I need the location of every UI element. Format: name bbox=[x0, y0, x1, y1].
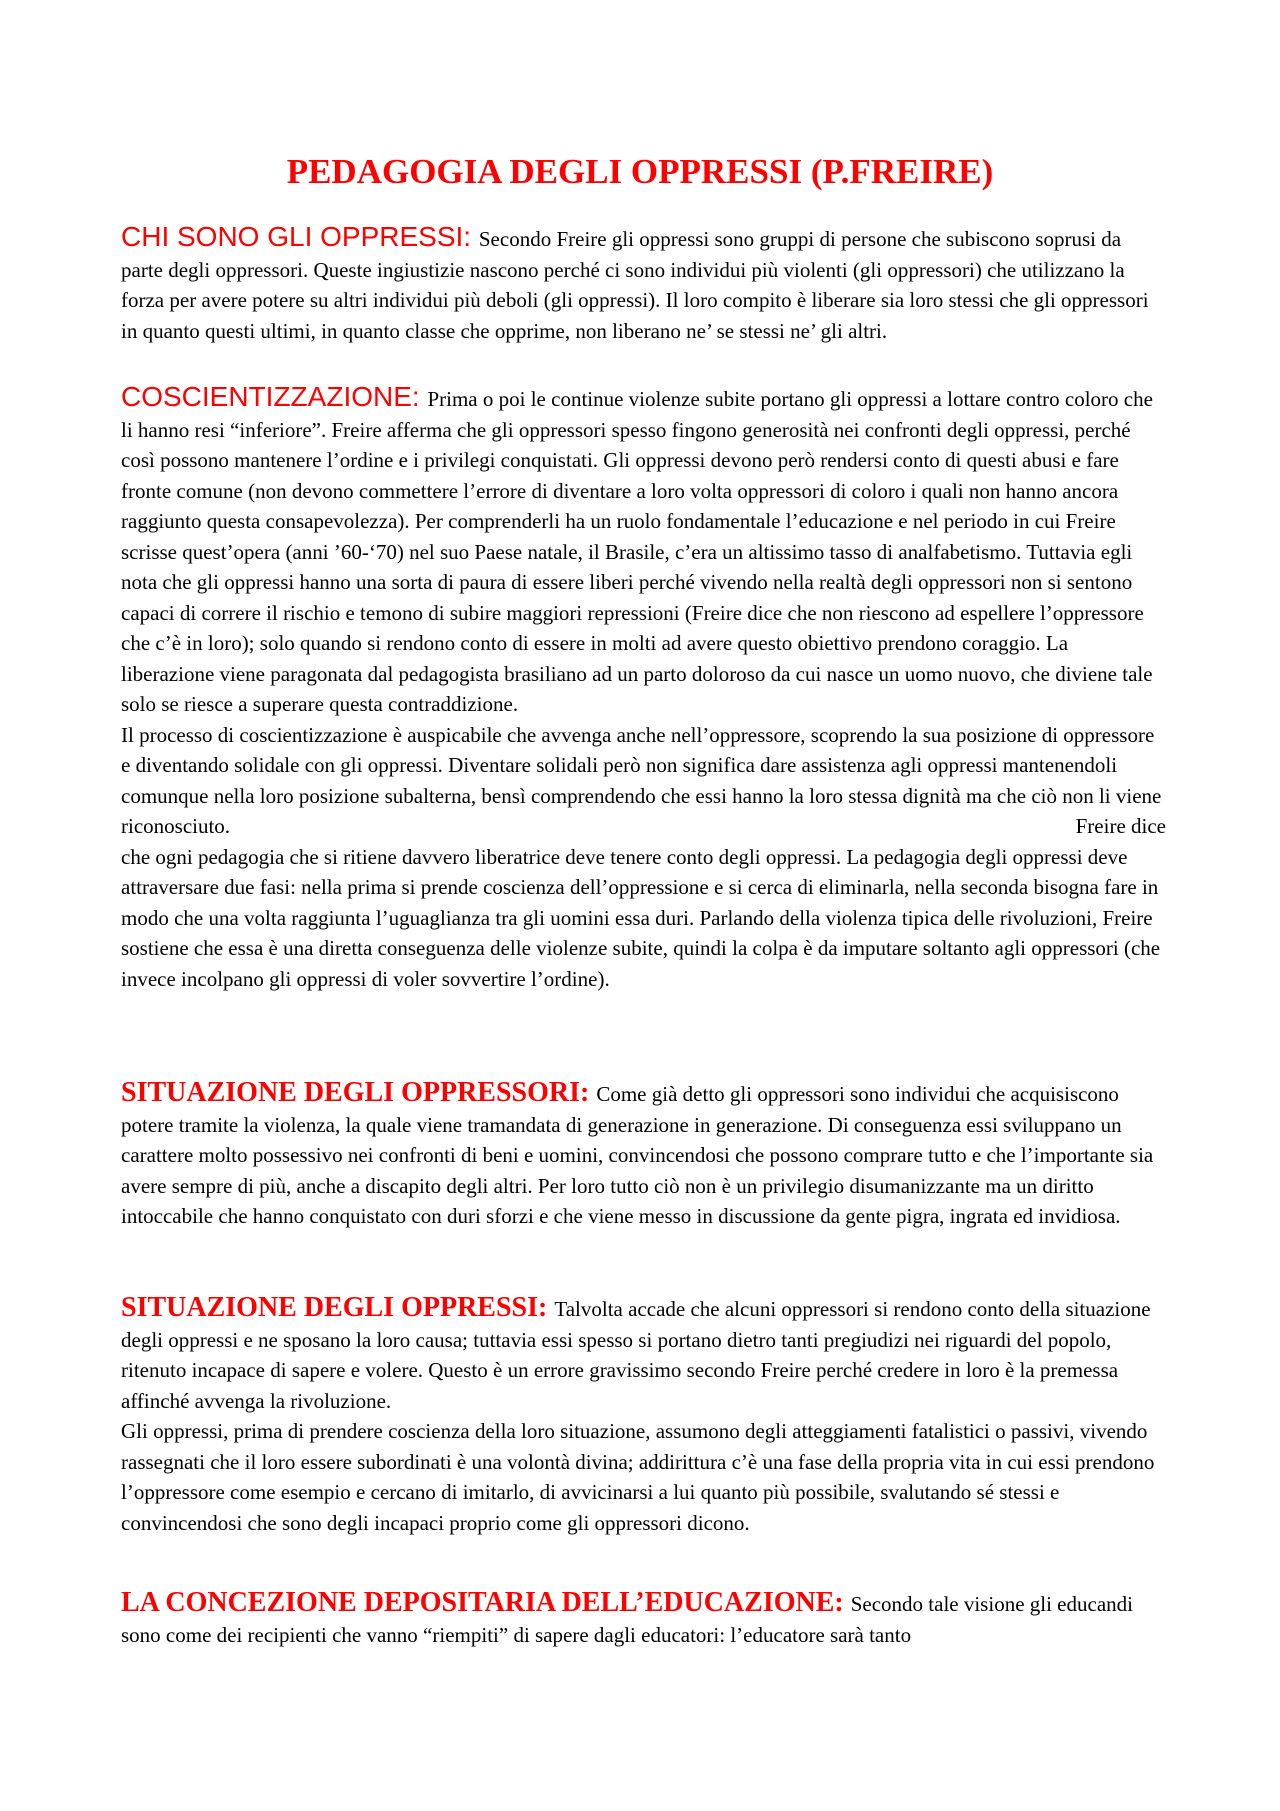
section-heading: COSCIENTIZZAZIONE: bbox=[121, 381, 428, 412]
section-paragraph: Come già detto gli oppressori sono individui che acquisiscono potere tramite la violenza, la quale viene tramandata di generazione in generazione. Di conseguenza essi sviluppano un carattere molto possessivo nei confronti di beni e uomini, convincendosi che possono comprare tutto e che l’importante sia avere sempre di più, anche a discapito degli altri. Per loro tutto ciò non è un privilegio disumanizzante ma un diritto intoccabile che hanno conquistato con duri sforzi e che viene messo in discussione da gente pigra, ingrata ed invidiosa. bbox=[121, 1082, 1154, 1228]
section-situazione-degli-oppressori bbox=[121, 1078, 1166, 1232]
paragraph-continuation: Freire dice bbox=[1075, 814, 1166, 838]
section-paragraph: Secondo Freire gli oppressi sono gruppi di persone che subiscono soprusi da parte degli oppressori. Queste ingiustizie nascono perché ci sono individui più violenti (gli oppressori) che utilizzano la forza per avere potere su altri individui più deboli (gli oppressi). Il loro compito è liberare sia loro stessi che gli oppressori in quanto questi ultimi, in quanto classe che opprime, non liberano ne’ se stessi ne’ gli altri. bbox=[121, 227, 1149, 343]
section-paragraph: Secondo tale visione gli educandi sono come dei recipienti che vanno “riempiti” di sapere dagli educatori: l’educatore sarà tanto bbox=[121, 1592, 1133, 1647]
section-heading: SITUAZIONE DEGLI OPPRESSORI: bbox=[121, 1077, 597, 1108]
section-heading: LA CONCEZIONE DEPOSITARIA DELL’EDUCAZIONE: bbox=[121, 1587, 851, 1618]
section-paragraph: Talvolta accade che alcuni oppressori si rendono conto della situazione degli oppressi e ne sposano la loro causa; tuttavia essi spesso si portano dietro tanti pregiudizi nei riguardi del popolo, ritenuto incapace di sapere e volere. Questo è un errore gravissimo secondo Freire perché credere in loro è la premessa affinché avvenga la rivoluzione. bbox=[121, 1297, 1151, 1413]
section-paragraph bbox=[121, 720, 1166, 842]
section-heading: CHI SONO GLI OPPRESSI: bbox=[121, 221, 479, 252]
paragraph-text: Il processo di coscientizzazione è auspicabile che avvenga anche nell’oppressore, scoprendo la sua posizione di oppressore e diventando solidale con gli oppressi. Diventare solidali però non significa dare assistenza agli oppressi mantenendoli comunque nella loro posizione subalterna, bensì comprendendo che essi hanno la loro stessa dignità ma che ciò non li viene riconosciuto. bbox=[121, 722, 1162, 838]
section-concezione-depositaria bbox=[121, 1588, 1166, 1650]
section-chi-sono-gli-oppressi bbox=[121, 222, 1166, 346]
document-title: PEDAGOGIA DEGLI OPPRESSI (P.FREIRE) bbox=[286, 152, 994, 191]
section-situazione-degli-oppressi bbox=[121, 1293, 1166, 1538]
section-paragraph: Prima o poi le continue violenze subite portano gli oppressi a lottare contro coloro che li hanno resi “inferiore”. Freire afferma che gli oppressori spesso fingono generosità nei confronti degli oppressi, perché così possono mantenere l’ordine e i privilegi conquistati. Gli oppressi devono però rendersi conto di questi abusi e fare fronte comune (non devono commettere l’errore di diventare a loro volta oppressori di coloro i quali non hanno ancora raggiunto questa consapevolezza). Per comprenderli ha un ruolo fondamentale l’educazione e nel periodo in cui Freire scrisse quest’opera (anni ’60-‘70) nel suo Paese natale, il Brasile, c’era un altissimo tasso di analfabetismo. Tuttavia egli nota che gli oppressi hanno una sorta di paura di essere liberi perché vivendo nella realtà degli oppressori non si sentono capaci di correre il rischio e temono di subire maggiori repressioni (Freire dice che non riescono ad espellere l’oppressore che c’è in loro); solo quando si rendono conto di essere in molti ad avere questo obiettivo prendono coraggio. La liberazione viene paragonata dal pedagogista brasiliano ad un parto doloroso da cui nasce un uomo nuovo, che diviene tale solo se riesce a superare questa contraddizione. bbox=[121, 387, 1153, 716]
section-paragraph: Gli oppressi, prima di prendere coscienza della loro situazione, assumono degli atteggiamenti fatalistici o passivi, vivendo rassegnati che il loro essere subordinati è una volontà divina; addirittura c’è una fase della propria vita in cui essi prendono l’oppressore come esempio e cercano di imitarlo, di avvicinarsi a lui quanto più possibile, svalutando sé stessi e convincendosi che sono degli incapaci proprio come gli oppressori dicono. bbox=[121, 1419, 1155, 1535]
section-paragraph: che ogni pedagogia che si ritiene davvero liberatrice deve tenere conto degli oppressi. La pedagogia degli oppressi deve attraversare due fasi: nella prima si prende coscienza dell’oppressione e si cerca di eliminarla, nella seconda bisogna fare in modo che una volta raggiunta l’uguaglianza tra gli uomini essa duri. Parlando della violenza tipica delle rivoluzioni, Freire sostiene che essa è una diretta conseguenza delle violenze subite, quindi la colpa è da imputare soltanto agli oppressori (che invece incolpano gli oppressi di voler sovvertire l’ordine). bbox=[121, 844, 1161, 991]
section-heading: SITUAZIONE DEGLI OPPRESSI: bbox=[121, 1292, 555, 1323]
section-coscientizzazione bbox=[121, 382, 1166, 994]
